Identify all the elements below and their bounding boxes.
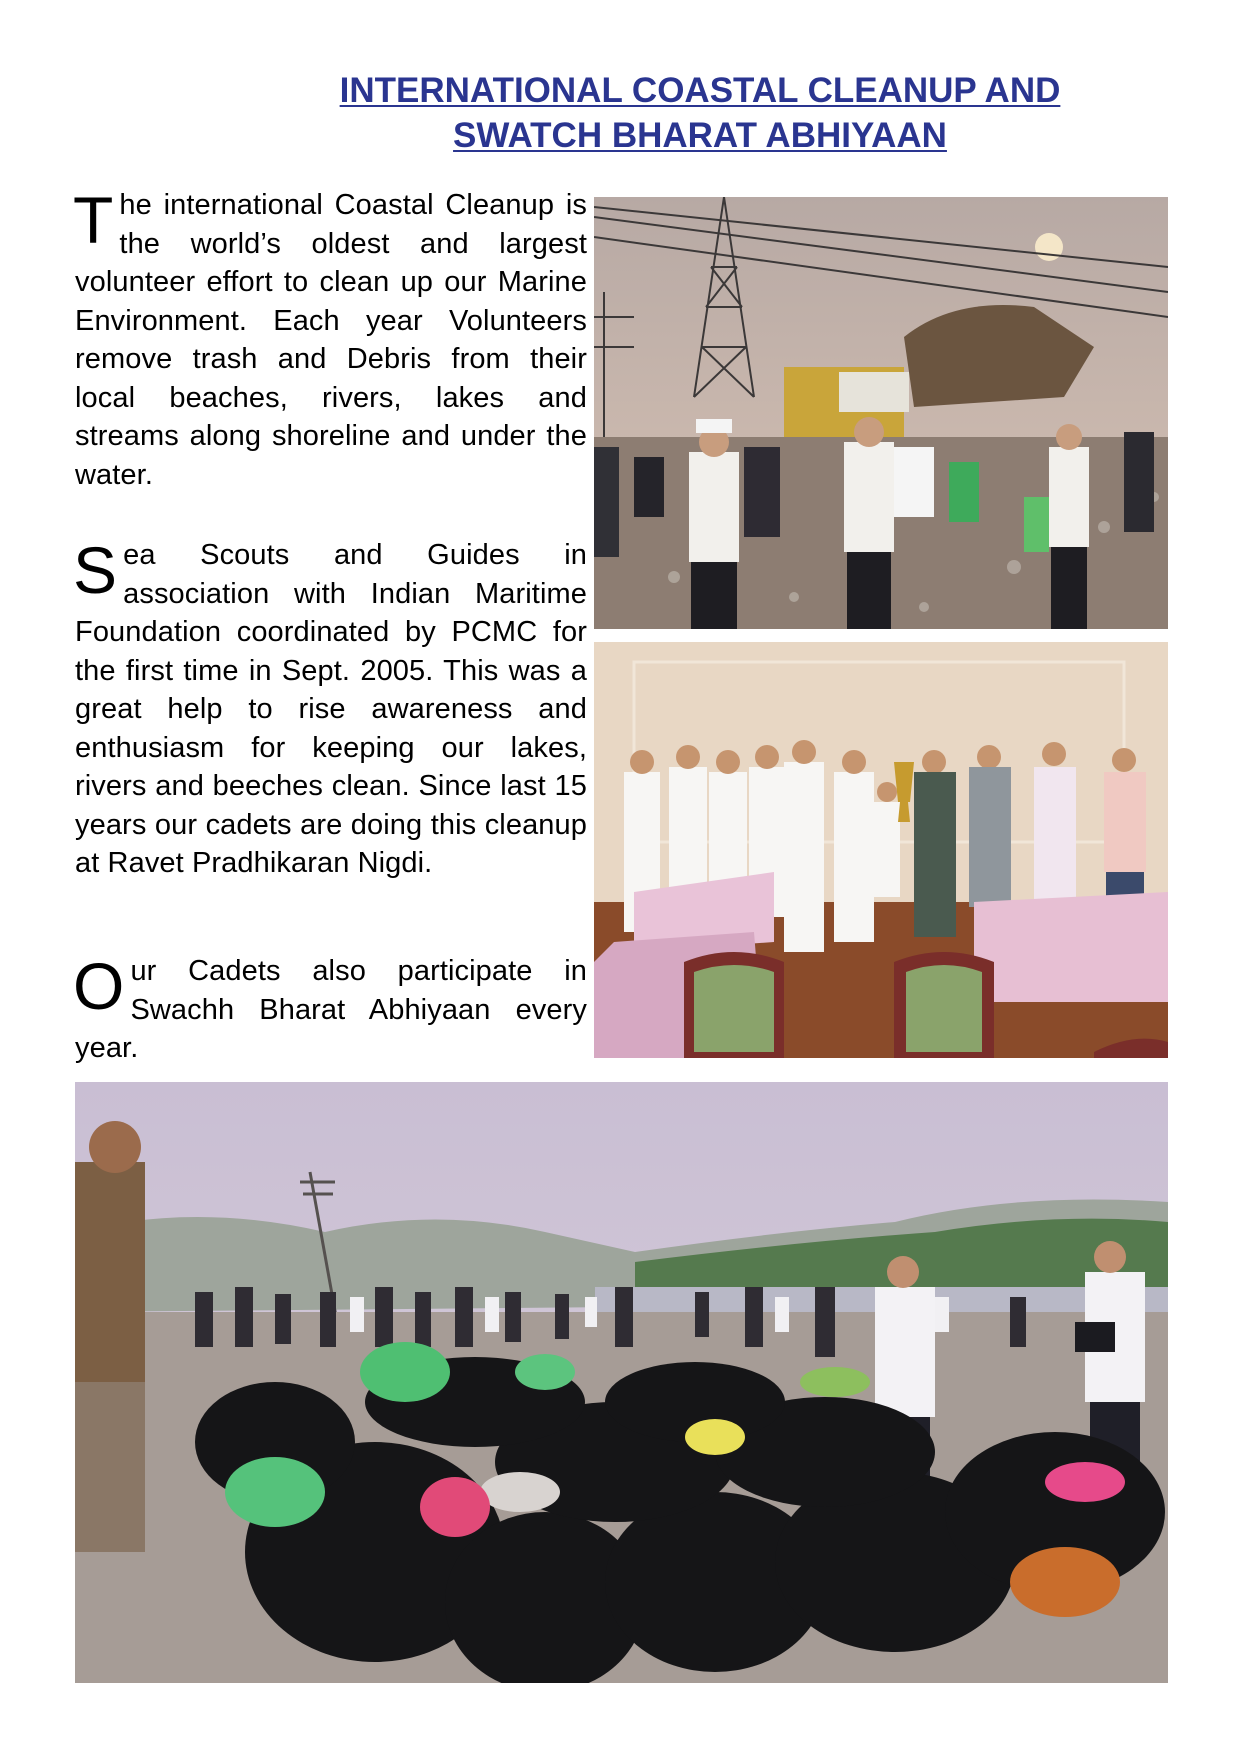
paragraph-text: ea Scouts and Guides in association with Indian Maritime Foundation coordinated by PCMC for the first time in Sept. 2005. This was a great help to rise awareness and enthusiasm for keeping our lakes, rivers and beeches clean. Since last 15 years our cadets are doing this cleanup at Ravet Pradhikaran Nigdi.: [75, 539, 587, 879]
photo-award-ceremony: [594, 642, 1168, 1058]
paragraph-text: he international Coastal Cleanup is the world’s oldest and largest volunteer effort to clean up our Marine Environment. Each year Volunteers remove trash and Debris from their local beaches, rivers, lakes and streams along shoreline and under the water.: [75, 189, 587, 491]
title-line-2: SWATCH BHARAT ABHIYAAN: [453, 116, 947, 155]
photo-cleanup-garbage-truck: [594, 197, 1168, 629]
title-line-1: INTERNATIONAL COASTAL CLEANUP AND: [339, 71, 1061, 110]
drop-cap: S: [73, 533, 118, 607]
drop-cap: T: [73, 183, 114, 257]
paragraph-sea-scouts: [73, 533, 587, 883]
drop-cap: O: [73, 949, 125, 1023]
paragraph-swachh-bharat: [73, 949, 587, 1068]
paragraph-coastal-cleanup: [73, 183, 587, 494]
paragraph-text: ur Cadets also participate in Swachh Bharat Abhiyaan every year.: [75, 955, 587, 1064]
photo-riverbank-trash-bags: [75, 1082, 1168, 1683]
page-title: [260, 68, 1140, 158]
